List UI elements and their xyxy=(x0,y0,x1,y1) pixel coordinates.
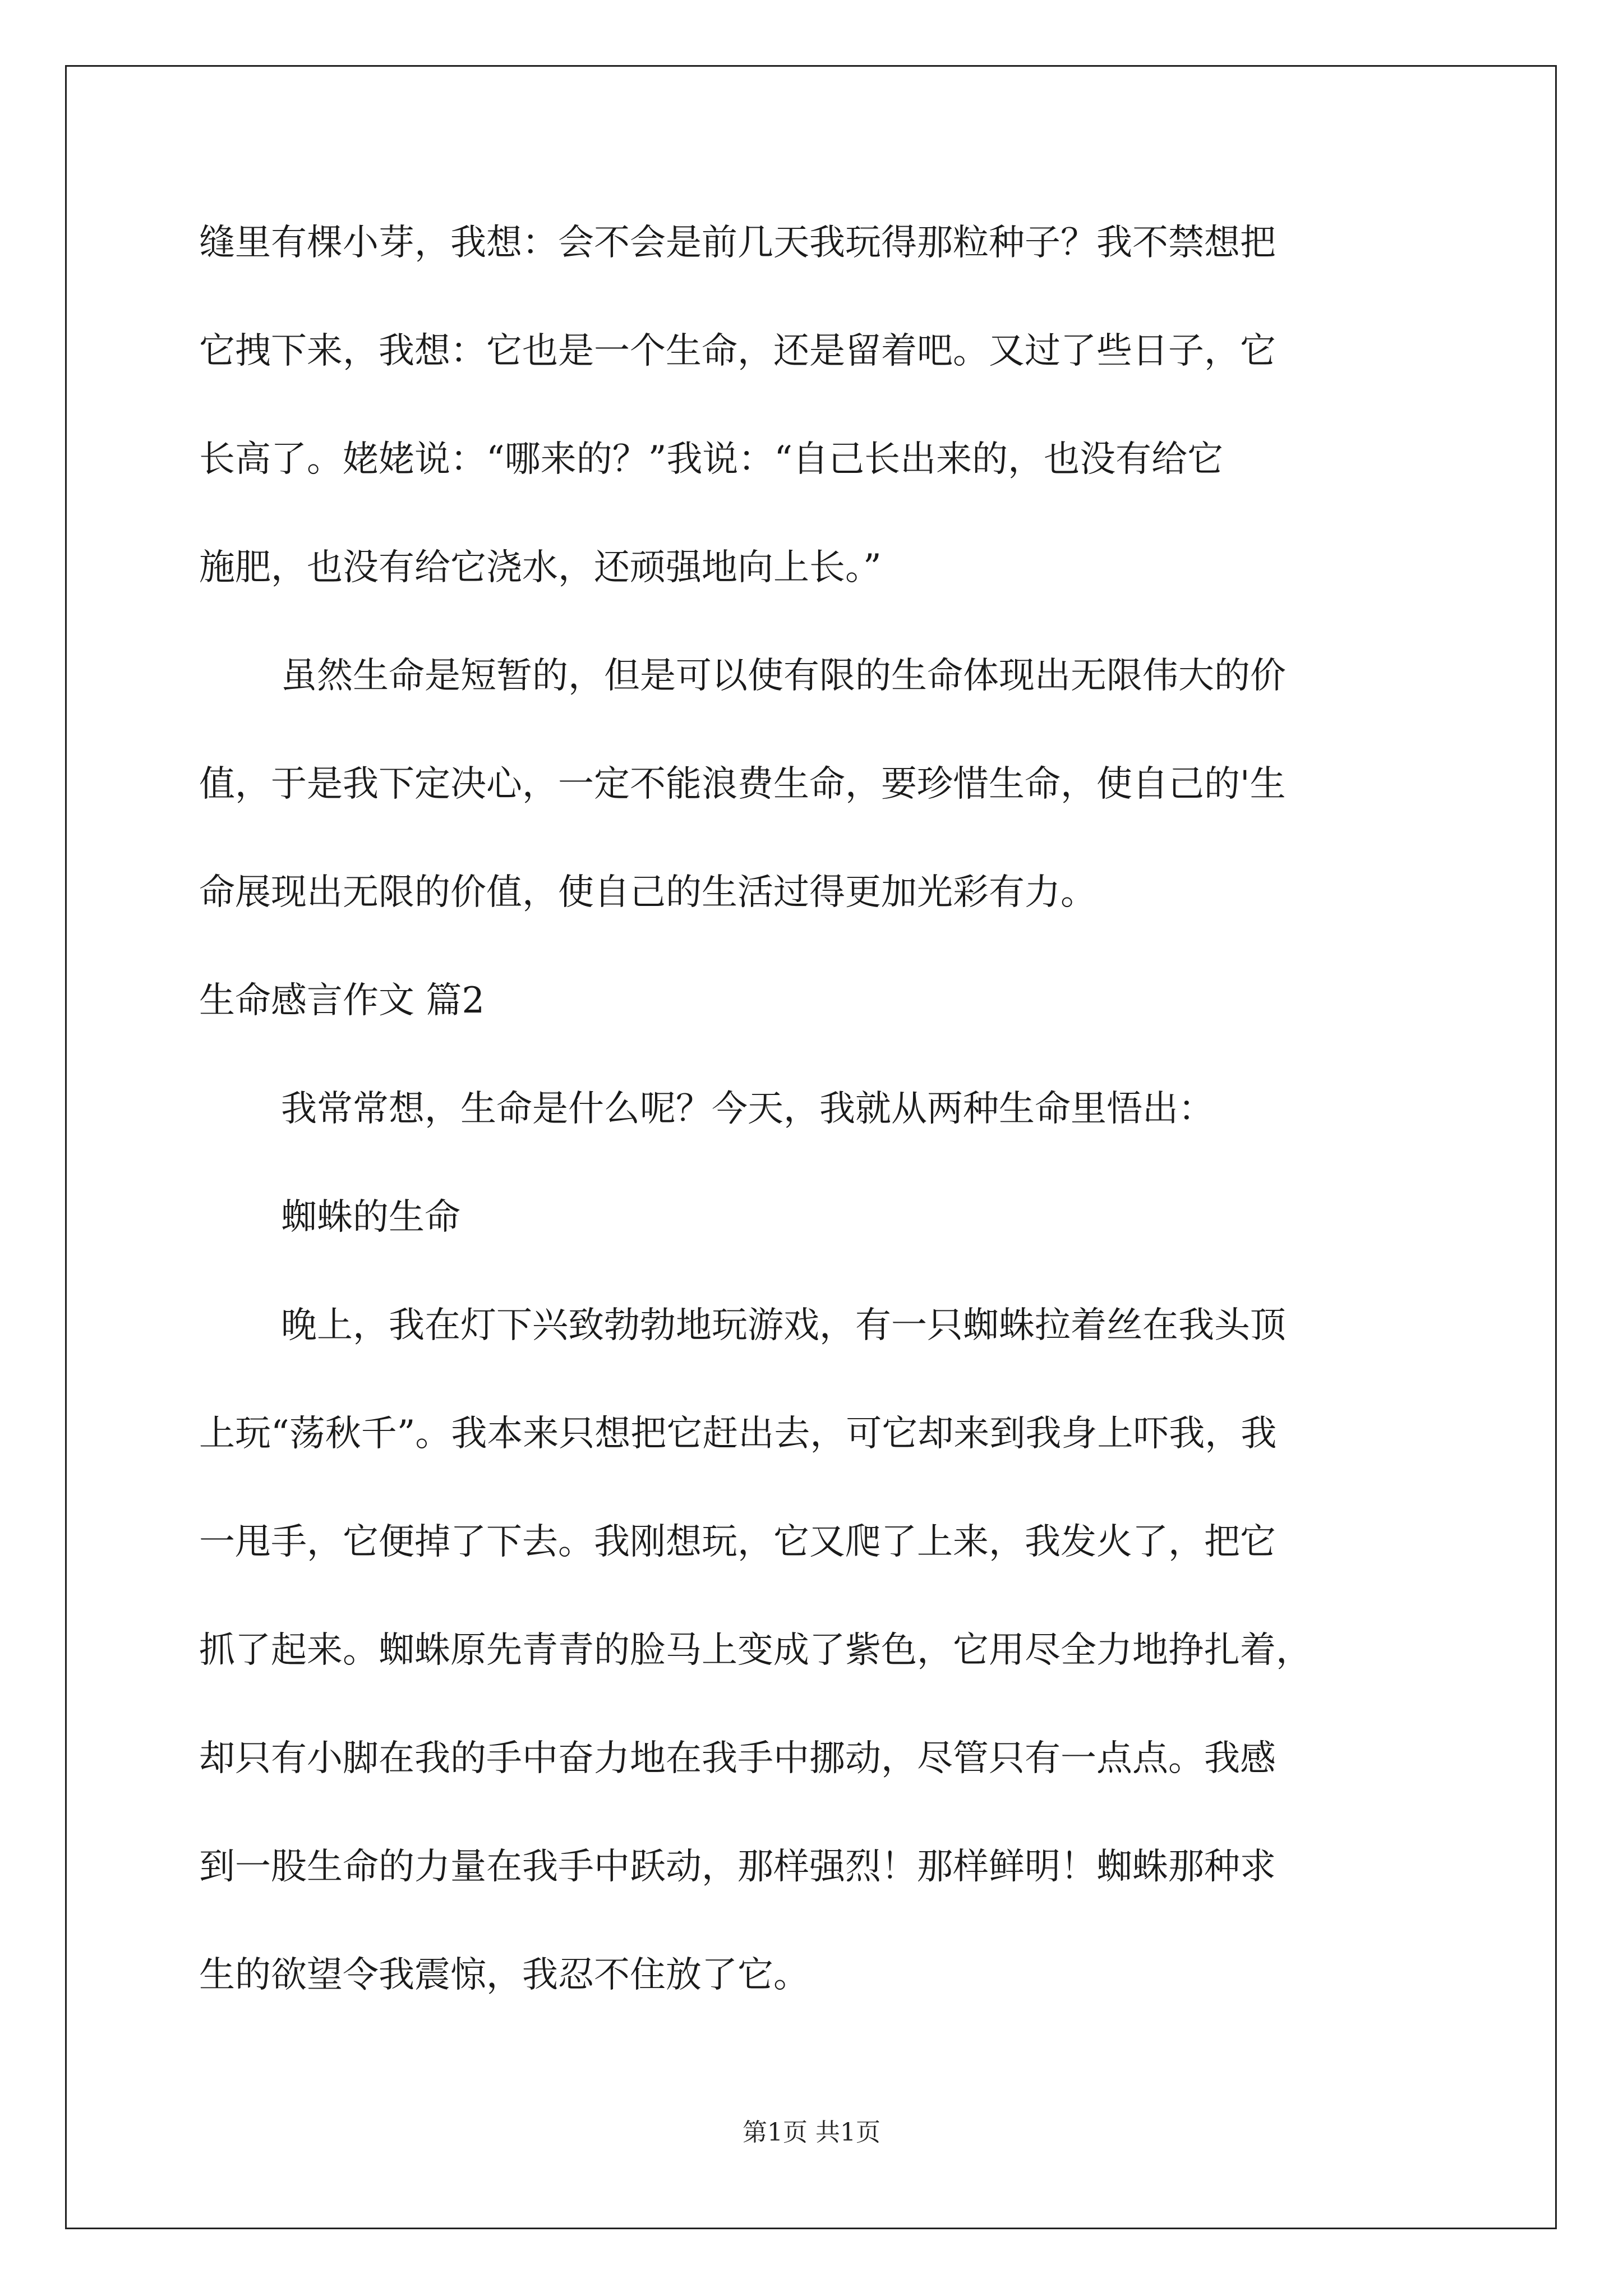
text-line: 它拽下来，我想：它也是一个生命，还是留着吧。又过了些日子，它 xyxy=(199,330,1276,372)
paragraph-2 xyxy=(199,649,1433,920)
text-line: 到一股生命的力量在我手中跃动，那样强烈！那样鲜明！蜘蛛那种求 xyxy=(199,1846,1276,1888)
subheading: 蜘蛛的生命 xyxy=(281,1197,460,1238)
text-line: 生的欲望令我震惊，我忍不住放了它。 xyxy=(199,1954,809,1996)
text-line: 却只有小脚在我的手中奋力地在我手中挪动，尽管只有一点点。我感 xyxy=(199,1738,1276,1779)
paragraph-4 xyxy=(199,1299,1433,2003)
page-footer: 第1页 共1页 xyxy=(743,2118,880,2147)
paragraph-1 xyxy=(199,216,1433,595)
text-line: 晚上，我在灯下兴致勃勃地玩游戏，有一只蜘蛛拉着丝在我头顶 xyxy=(281,1305,1286,1346)
document-body xyxy=(199,216,1433,2003)
text-line: 抓了起来。蜘蛛原先青青的脸马上变成了紫色，它用尽全力地挣扎着， xyxy=(199,1630,1312,1671)
text-line: 长高了。姥姥说：“哪来的？”我说：“自己长出来的，也没有给它 xyxy=(199,439,1224,480)
text-line: 命展现出无限的价值，使自己的生活过得更加光彩有力。 xyxy=(199,872,1096,913)
text-line: 施肥，也没有给它浇水，还顽强地向上长。” xyxy=(199,547,882,588)
text-line: 缝里有棵小芽，我想：会不会是前几天我玩得那粒种子？我不禁想把 xyxy=(199,222,1276,264)
text-line: 上玩“荡秋千”。我本来只想把它赶出去，可它却来到我身上吓我，我 xyxy=(199,1413,1277,1455)
section-heading: 生命感言作文 篇2 xyxy=(199,980,485,1022)
paragraph-3: 我常常想，生命是什么呢？今天，我就从两种生命里悟出： xyxy=(281,1088,1214,1130)
text-line: 虽然生命是短暂的，但是可以使有限的生命体现出无限伟大的价 xyxy=(281,655,1286,697)
text-line: 一甩手，它便掉了下去。我刚想玩，它又爬了上来，我发火了，把它 xyxy=(199,1521,1276,1563)
text-line: 值，于是我下定决心，一定不能浪费生命，要珍惜生命，使自己的'生 xyxy=(199,763,1286,805)
